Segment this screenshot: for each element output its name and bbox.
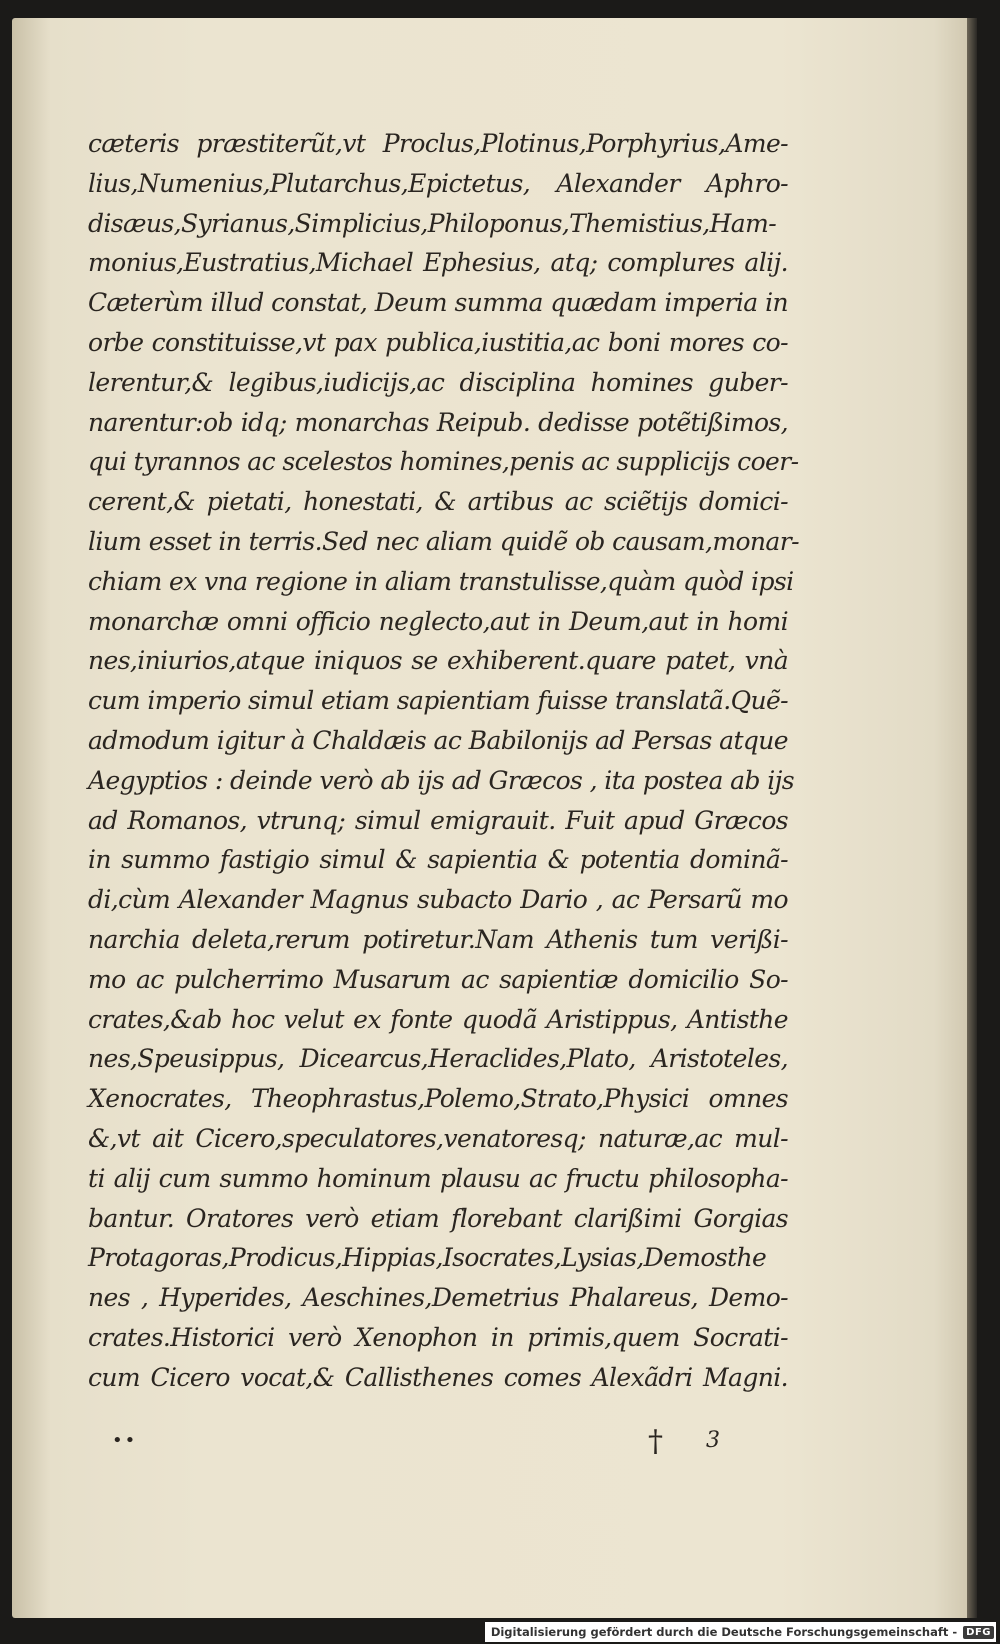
text-line: cum Cicero vocat,& Callisthenes comes Alexãdri Magni.	[88, 1362, 788, 1392]
text-line: disæus,Syrianus,Simplicius,Philoponus,Themistius,Ham-	[88, 208, 777, 238]
text-line: narentur:ob idq; monarchas Reipub. dedisse potẽtißimos,	[88, 407, 788, 437]
page-edge-shadow	[967, 18, 977, 1618]
text-line: bantur. Oratores verò etiam florebant clarißimi Gorgias	[88, 1203, 788, 1233]
text-line: cum imperio simul etiam sapientiam fuisse translatã.Quẽ-	[88, 686, 789, 716]
text-line: ti alij cum summo hominum plausu ac fructu philosopha-	[88, 1163, 788, 1193]
signature-line	[88, 1424, 788, 1459]
text-line: lerentur,& legibus,iudicijs,ac disciplina homines guber-	[88, 367, 788, 397]
text-line: in summo fastigio simul & sapientia & potentia dominã-	[88, 845, 788, 875]
latin-text-block	[88, 124, 799, 1398]
text-line: ad Romanos, vtrunq; simul emigrauit. Fuit apud Græcos	[88, 805, 788, 835]
text-line: cerent,& pietati, honestati, & artibus ac sciẽtijs domici-	[88, 487, 788, 517]
text-line: monarchæ omni officio neglecto,aut in Deum,aut in homi	[88, 606, 788, 636]
text-line: nes,Speusippus, Dicearcus,Heraclides,Plato, Aristoteles,	[88, 1044, 788, 1074]
text-line: lius,Numenius,Plutarchus,Epictetus, Alexander Aphro-	[88, 168, 788, 198]
text-line: lium esset in terris.Sed nec aliam quidẽ ob causam,monar-	[88, 526, 799, 556]
digitization-footer	[485, 1622, 996, 1642]
text-line: nes , Hyperides, Aeschines,Demetrius Phalareus, Demo-	[88, 1283, 788, 1313]
text-line: orbe constituisse,vt pax publica,iustitia,ac boni mores co-	[88, 327, 788, 357]
footer-credit: Digitalisierung gefördert durch die Deutsche Forschungsgemeinschaft -	[490, 1625, 958, 1639]
text-line: Protagoras,Prodicus,Hippias,Isocrates,Lysias,Demosthe	[88, 1243, 767, 1273]
text-line: crates,&ab hoc velut ex fonte quodã Aristippus, Antisthe	[88, 1004, 788, 1034]
text-line: Cæterùm illud constat, Deum summa quædam imperia in	[88, 288, 788, 318]
text-line: Xenocrates, Theophrastus,Polemo,Strato,Physici omnes	[88, 1084, 788, 1114]
text-line: qui tyrannos ac scelestos homines,penis ac supplicijs coer-	[88, 447, 799, 477]
signature-dots: ••	[112, 1430, 138, 1451]
text-line: admodum igitur à Chaldæis ac Babilonijs ad Persas atque	[88, 725, 788, 755]
dfg-logo-icon: DFG	[963, 1626, 994, 1639]
text-line: chiam ex vna regione in aliam transtulisse,quàm quòd ipsi	[88, 566, 794, 596]
text-line: di,cùm Alexander Magnus subacto Dario , ac Persarũ mo	[88, 885, 788, 915]
dagger-mark: †	[648, 1424, 663, 1459]
text-line: nes,iniurios,atque iniquos se exhiberent.quare patet, vnà	[88, 646, 788, 676]
text-line: &,vt ait Cicero,speculatores,venatoresq; naturæ,ac mul-	[88, 1123, 788, 1153]
text-line: crates.Historici verò Xenophon in primis,quem Socrati-	[88, 1322, 788, 1352]
text-line: monius,Eustratius,Michael Ephesius, atq; complures alij.	[88, 248, 788, 278]
text-line: narchia deleta,rerum potiretur.Nam Athenis tum verißi-	[88, 924, 788, 954]
signature-number: 3	[706, 1428, 720, 1453]
text-line: cæteris præstiterũt,vt Proclus,Plotinus,Porphyrius,Ame-	[88, 129, 788, 158]
text-line: Aegyptios : deinde verò ab ijs ad Græcos , ita postea ab ijs	[88, 765, 795, 795]
text-line: mo ac pulcherrimo Musarum ac sapientiæ domicilio So-	[88, 964, 788, 994]
